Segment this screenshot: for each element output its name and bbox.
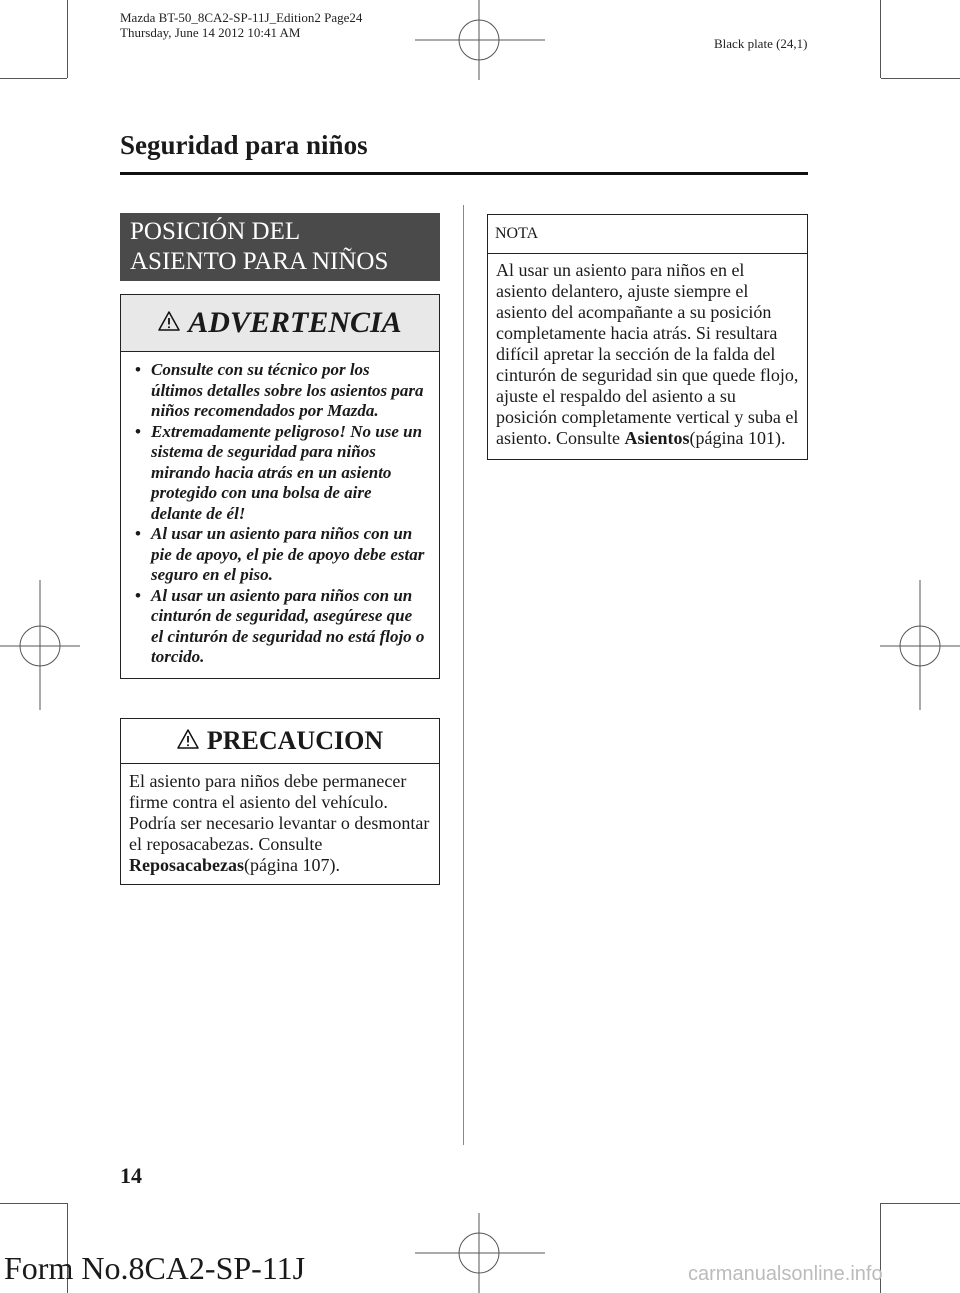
print-meta-line2: Thursday, June 14 2012 10:41 AM	[120, 25, 301, 40]
warning-item: • Al usar un asiento para niños con un cinturón de seguridad, asegúrese que el cinturón de seguridad no está flojo o torcido.	[133, 586, 425, 668]
warning-item: • Al usar un asiento para niños con un pie de apoyo, el pie de apoyo debe estar seguro en el piso.	[133, 524, 425, 586]
warning-item: • Consulte con su técnico por los últimos detalles sobre los asientos para niños recomendados por Mazda.	[133, 360, 425, 422]
warning-title: ADVERTENCIA	[188, 306, 402, 339]
registration-mark-right	[880, 580, 960, 710]
title-rule	[120, 172, 808, 175]
caution-reference-link: Reposacabezas	[129, 855, 244, 875]
note-title: NOTA	[495, 225, 539, 242]
chapter-heading-line1: POSICIÓN DEL	[130, 218, 301, 245]
warning-box	[120, 294, 440, 679]
registration-mark-left	[0, 580, 80, 710]
note-reference-page: (página 101).	[689, 428, 786, 448]
watermark: carmanualsonline.info	[688, 1263, 883, 1285]
warning-header	[121, 295, 439, 352]
caution-box	[120, 718, 440, 885]
page-number: 14	[120, 1163, 142, 1188]
warning-list	[121, 352, 439, 678]
warning-triangle-icon	[158, 311, 180, 336]
caution-reference-page: (página 107).	[244, 855, 340, 875]
warning-triangle-icon	[177, 729, 199, 754]
plate-label: Black plate (24,1)	[714, 36, 808, 51]
note-body: Al usar un asiento para niños en el asiento delantero, ajuste siempre el asiento del acompañante a su posición completamente hacia atrás. Si resultara difícil apretar la sección de la falda del cinturón de seguridad sin que quede flojo, ajuste el respaldo del asiento a su posición completamente vertical y suba el asiento. Consulte	[496, 260, 799, 448]
warning-item: • Extremadamente peligroso! No use un sistema de seguridad para niños mirando hacia atrás en un asiento protegido con una bolsa de aire delante de él!	[133, 422, 425, 525]
note-reference-link: Asientos	[624, 428, 690, 448]
note-text	[488, 254, 807, 459]
note-box	[487, 214, 808, 460]
registration-mark-bottom	[415, 1213, 545, 1293]
column-divider	[463, 205, 464, 1145]
caution-header	[121, 719, 439, 764]
print-meta-line1: Mazda BT-50_8CA2-SP-11J_Edition2 Page24	[120, 10, 363, 25]
registration-mark-top	[415, 0, 545, 80]
note-header	[488, 215, 807, 254]
caution-title: PRECAUCION	[206, 726, 384, 755]
form-number: Form No.8CA2-SP-11J	[4, 1250, 306, 1286]
caution-body: El asiento para niños debe permanecer firme contra el asiento del vehículo. Podría ser necesario levantar o desmontar el reposacabezas. Consulte	[129, 771, 430, 854]
section-title: Seguridad para niños	[120, 130, 368, 160]
chapter-heading	[120, 213, 440, 281]
caution-text	[121, 764, 439, 884]
chapter-heading-line2: ASIENTO PARA NIÑOS	[130, 248, 389, 275]
